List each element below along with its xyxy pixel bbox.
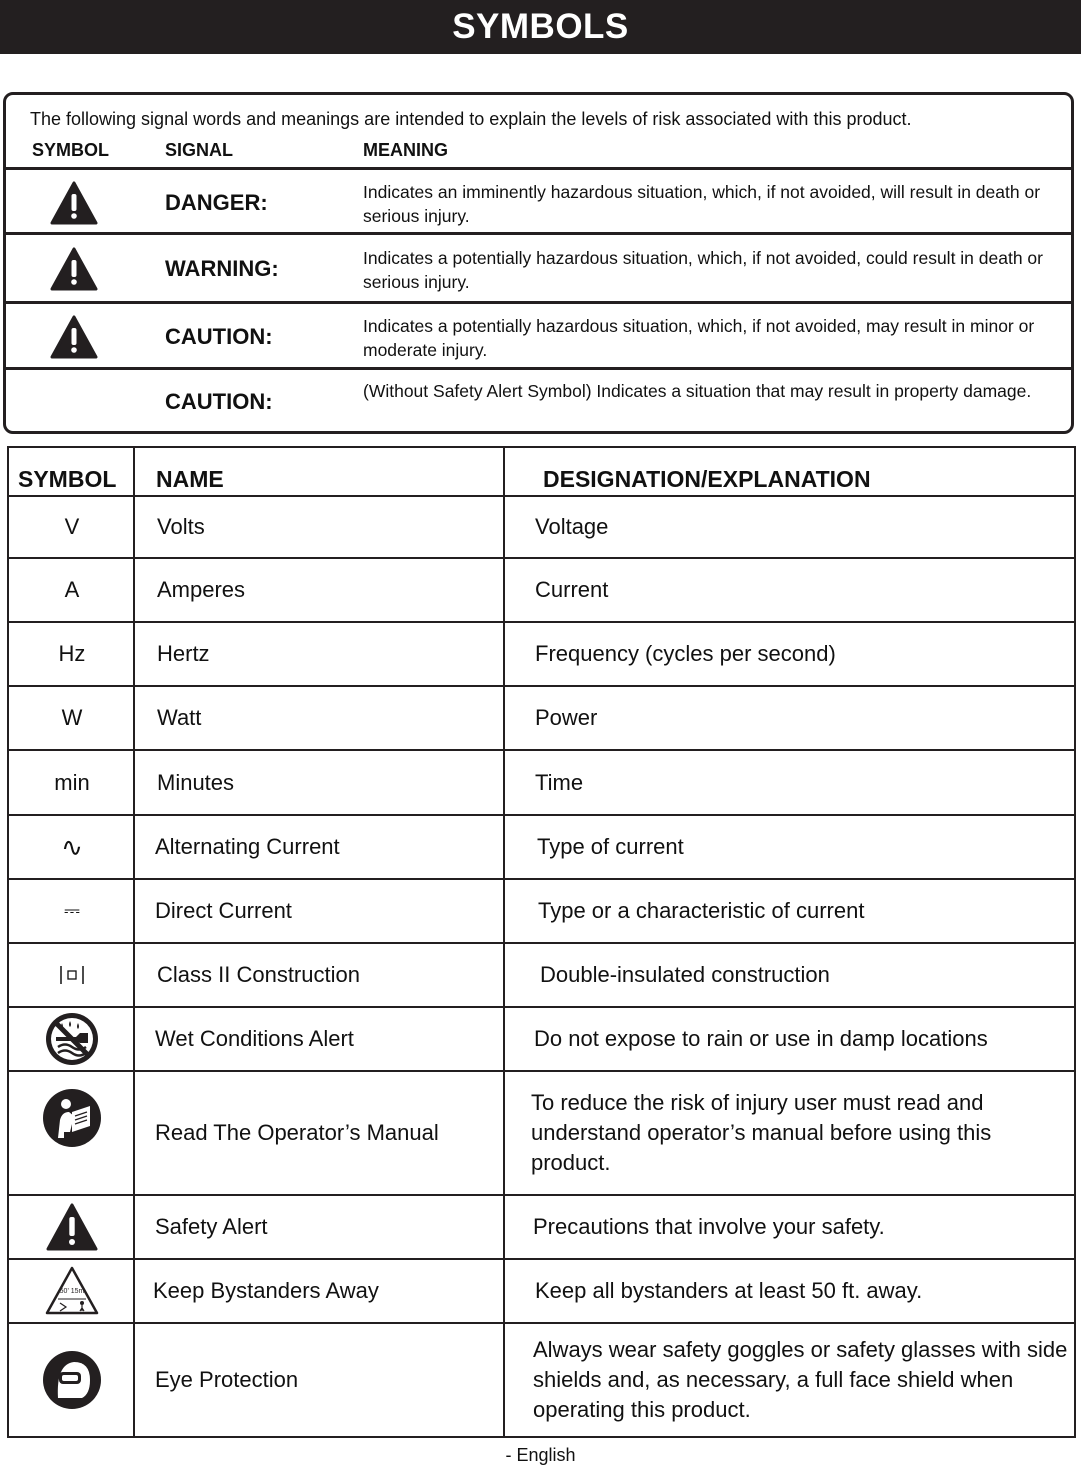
safety-alert-icon <box>50 247 98 291</box>
signal-word: CAUTION: <box>165 389 273 414</box>
page-title: SYMBOLS <box>0 0 1081 54</box>
symbol-minutes: min <box>54 769 90 795</box>
table-header-symbol: SYMBOL <box>18 466 117 492</box>
name-class-ii: Class II Construction <box>157 962 360 987</box>
bystander-distance-label: 50' 15m <box>59 1288 85 1295</box>
signal-row-warning <box>6 238 1074 300</box>
desc-watt: Power <box>535 705 598 730</box>
symbol-hertz: Hz <box>58 641 86 666</box>
signal-intro: The following signal words and meanings are intended to explain the levels of risk associated with this product. <box>30 109 912 129</box>
signal-row-danger <box>6 172 1074 234</box>
desc-safety-alert: Precautions that involve your safety. <box>533 1214 885 1239</box>
class-ii-construction-icon <box>9 944 135 1006</box>
wet-conditions-icon <box>9 1008 135 1070</box>
desc-keep-bystanders-away: Keep all bystanders at least 50 ft. away. <box>535 1278 923 1303</box>
page-footer: - English <box>505 1445 576 1465</box>
desc-direct-current: Type or a characteristic of current <box>538 898 865 923</box>
desc-minutes: Time <box>535 769 584 795</box>
signal-words-box <box>3 92 1074 434</box>
direct-current-icon: ⎓ <box>64 899 80 922</box>
desc-amperes: Current <box>535 577 609 602</box>
name-safety-alert: Safety Alert <box>155 1214 268 1239</box>
name-volts: Volts <box>157 514 205 539</box>
desc-eye-protection: Always wear safety goggles or safety glasses with side shields and, as necessary, a full face shield when operating this product. <box>533 1337 1068 1422</box>
signal-row-caution <box>6 306 1074 368</box>
name-keep-bystanders-away: Keep Bystanders Away <box>153 1278 379 1303</box>
desc-read-manual: To reduce the risk of injury user must read and understand operator’s manual before using this product. <box>531 1090 992 1175</box>
table-header-designation: DESIGNATION/EXPLANATION <box>543 466 871 492</box>
signal-divider <box>6 301 1074 304</box>
safety-alert-icon <box>50 315 98 359</box>
signal-col-symbol: SYMBOL <box>32 140 110 160</box>
symbols-table <box>7 446 1076 1438</box>
desc-hertz: Frequency (cycles per second) <box>535 641 836 666</box>
signal-word: DANGER: <box>165 190 268 215</box>
alternating-current-icon: ∿ <box>61 831 83 862</box>
safety-alert-icon <box>9 1196 135 1258</box>
name-watt: Watt <box>157 705 202 730</box>
name-direct-current: Direct Current <box>155 898 292 923</box>
table-header-name: NAME <box>156 466 224 492</box>
name-read-manual: Read The Operator’s Manual <box>155 1120 439 1145</box>
keep-bystanders-away-icon <box>9 1260 135 1322</box>
signal-meaning: (Without Safety Alert Symbol) Indicates a situation that may result in property damage. <box>363 381 1032 401</box>
symbol-watt: W <box>61 705 83 730</box>
name-alternating-current: Alternating Current <box>155 834 340 859</box>
signal-divider <box>328 167 1074 170</box>
desc-wet-conditions: Do not expose to rain or use in damp locations <box>534 1026 988 1051</box>
name-wet-conditions: Wet Conditions Alert <box>155 1026 354 1051</box>
symbol-volts: V <box>64 514 80 539</box>
signal-word: WARNING: <box>165 256 279 281</box>
signal-divider <box>6 167 328 170</box>
safety-alert-icon <box>50 181 98 225</box>
signal-word: CAUTION: <box>165 324 273 349</box>
eye-protection-icon <box>9 1324 135 1436</box>
signal-row-caution-property <box>6 371 1074 433</box>
name-amperes: Amperes <box>157 577 246 602</box>
signal-meaning: Indicates a potentially hazardous situation, which, if not avoided, may result in minor or moderate injury. <box>363 316 1035 360</box>
signal-meaning: Indicates an imminently hazardous situation, which, if not avoided, will result in death or serious injury. <box>363 182 1041 226</box>
signal-col-signal: SIGNAL <box>165 140 234 160</box>
name-eye-protection: Eye Protection <box>155 1367 299 1392</box>
desc-alternating-current: Type of current <box>537 834 684 859</box>
name-minutes: Minutes <box>157 769 235 795</box>
symbol-amperes: A <box>64 577 80 602</box>
desc-volts: Voltage <box>535 514 609 539</box>
desc-class-ii: Double-insulated construction <box>540 962 830 987</box>
signal-col-meaning: MEANING <box>363 140 448 160</box>
name-hertz: Hertz <box>157 641 210 666</box>
signal-meaning: Indicates a potentially hazardous situation, which, if not avoided, could result in death or serious injury. <box>363 248 1043 292</box>
read-manual-icon <box>9 1072 135 1194</box>
